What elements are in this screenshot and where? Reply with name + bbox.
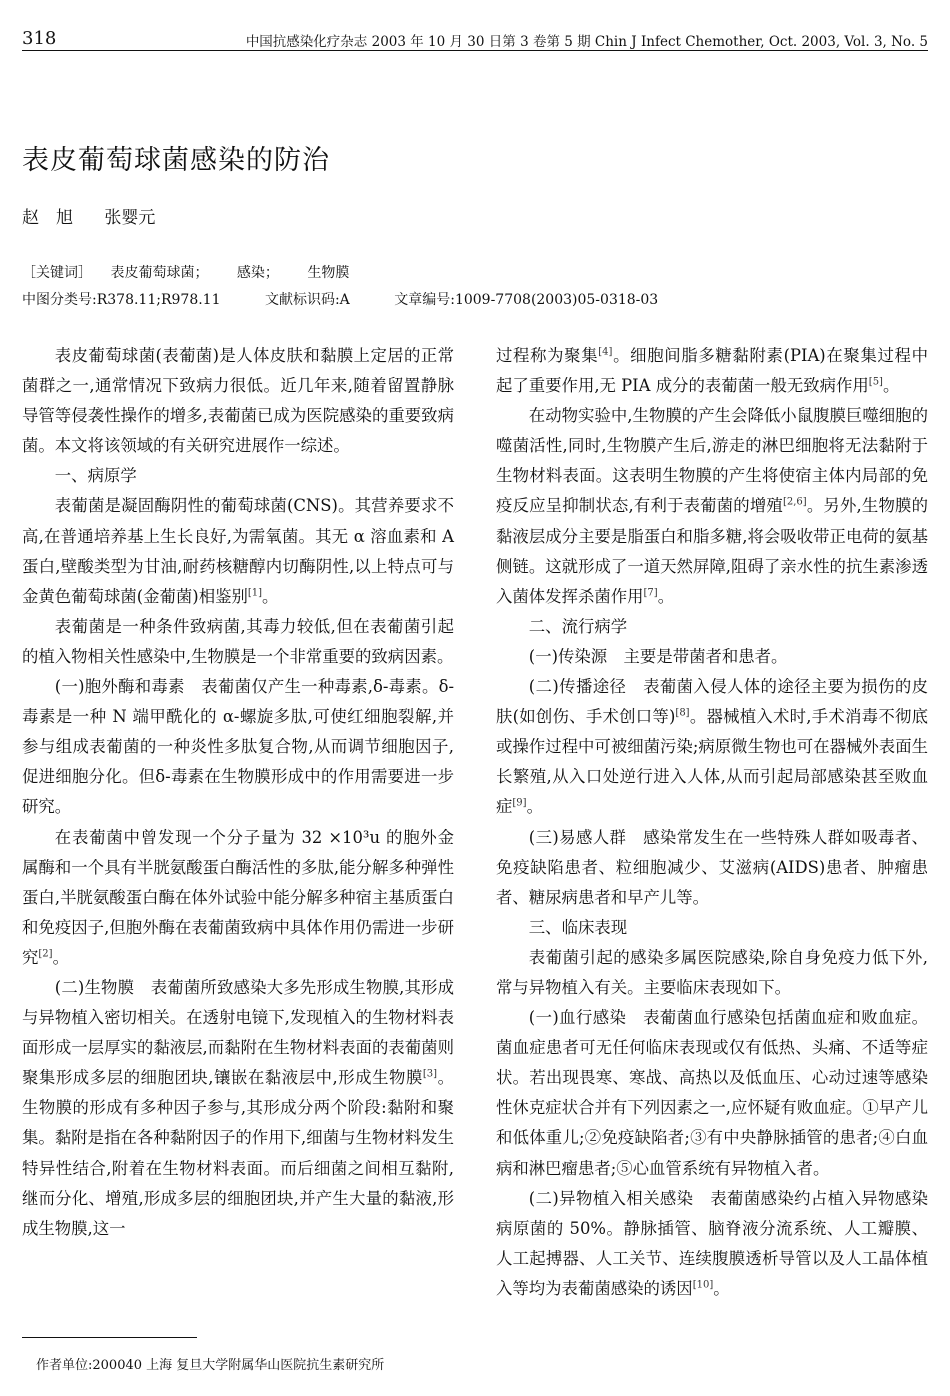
author-affiliation: 作者单位:200040 上海 复旦大学附属华山医院抗生素研究所 bbox=[36, 1358, 385, 1373]
paragraph: (二)异物植入相关感染 表葡菌感染约占植入异物感染病原菌的 50%。静脉插管、脑脊液分流系统、人工瓣膜、人工起搏器、人工关节、连续腹膜透析导管以及人工晶体植入等均为表葡菌感染的诱因[10]。 bbox=[496, 1188, 928, 1298]
keyword: 表皮葡萄球菌； bbox=[110, 265, 209, 281]
citation-ref: [1] bbox=[247, 587, 263, 599]
paragraph: (一)血行感染 表葡菌血行感染包括菌血症和败血症。菌血症患者可无任何临床表现或仅有低热、头痛、不适等症状。若出现畏寒、寒战、高热以及低血压、心动过速等感染性休克症状合并有下列因素之一,应怀疑有败血症。①早产儿和低体重儿;②免疫缺陷者;③有中央静脉插管的患者;④白血病和淋巴瘤患者;⑤心血管系统有异物植入者。 bbox=[496, 1008, 928, 1178]
paragraph: 表葡菌引起的感染多属医院感染,除自身免疫力低下外,常与异物植入有关。主要临床表现如下。 bbox=[496, 947, 928, 997]
author-name: 张婴元 bbox=[104, 208, 156, 228]
citation-ref: [8] bbox=[675, 707, 690, 719]
paragraph: 在动物实验中,生物膜的产生会降低小鼠腹膜巨噬细胞的噬菌活性,同时,生物膜产生后,游走的淋巴细胞将无法黏附于生物材料表面。这表明生物膜的产生将使宿主体内局部的免疫反应呈抑制状态,有利于表葡菌的增殖[2,6]。另外,生物膜的黏液层成分主要是脂蛋白和脂多糖,将会吸收带正电荷的氨基侧链。这就形成了一道天然屏障,阻碍了亲水性的抗生素渗透入菌体发挥杀菌作用[7]。 bbox=[496, 406, 928, 606]
header-rule bbox=[22, 50, 928, 51]
citation-ref: [5] bbox=[868, 376, 883, 388]
keyword: 感染； bbox=[236, 265, 279, 281]
paragraph: 表葡菌是凝固酶阴性的葡萄球菌(CNS)。其营养要求不高,在普通培养基上生长良好,为需氧菌。其无 α 溶血素和 A 蛋白,壁酸类型为甘油,耐药核糖醇内切酶阴性,以上特点可与金黄色葡萄球菌(金葡菌)相鉴别[1]。 bbox=[22, 496, 454, 606]
keywords-line bbox=[22, 262, 359, 282]
paragraph: 过程称为聚集[4]。细胞间脂多糖黏附素(PIA)在聚集过程中起了重要作用,无 PIA 成分的表葡菌一般无致病作用[5]。 bbox=[496, 346, 928, 396]
journal-citation: 中国抗感染化疗杂志 2003 年 10 月 30 日第 3 卷第 5 期 Chin J Infect Chemother, Oct. 2003, Vol. 3, No. 5 bbox=[245, 34, 928, 50]
citation-ref: [10] bbox=[692, 1279, 714, 1291]
classification-line bbox=[22, 289, 698, 309]
section-heading: 一、病原学 bbox=[54, 466, 137, 486]
page-number: 318 bbox=[22, 28, 57, 49]
article-title: 表皮葡萄球菌感染的防治 bbox=[22, 145, 330, 176]
author-name: 赵 旭 bbox=[22, 208, 73, 228]
document-code: 文献标识码:A bbox=[264, 292, 350, 308]
keywords-label: ［关键词］ bbox=[22, 265, 92, 281]
running-head bbox=[22, 28, 928, 52]
paragraph: (二)生物膜 表葡菌所致感染大多先形成生物膜,其形成与异物植入密切相关。在透射电镜下,发现植入的生物材料表面形成一层厚实的黏液层,而黏附在生物材料表面的表葡菌则聚集形成多层的细胞团块,镶嵌在黏液层中,形成生物膜[3]。生物膜的形成有多种因子参与,其形成分两个阶段:黏附和聚集。黏附是指在各种黏附因子的作用下,细菌与生物材料发生特异性结合,附着在生物材料表面。而后细菌之间相互黏附,继而分化、增殖,形成多层的细胞团块,并产生大量的黏液,形成生物膜,这一 bbox=[22, 977, 455, 1238]
article-number: 文章编号:1009-7708(2003)05-0318-03 bbox=[394, 292, 659, 308]
citation-ref: [2,6] bbox=[782, 497, 807, 508]
citation-ref: [4] bbox=[598, 346, 613, 358]
footnote-rule bbox=[22, 1337, 197, 1338]
paragraph: (一)传染源 主要是带菌者和患者。 bbox=[528, 646, 788, 666]
paragraph: (一)胞外酶和毒素 表葡菌仅产生一种毒素,δ-毒素。δ-毒素是一种 N 端甲酰化的 α-螺旋多肽,可使红细胞裂解,并参与组成表葡菌的一种炎性多肽复合物,从而调节细胞因子,促进细胞分化。但δ-毒素在生物膜形成中的作用需要进一步研究。 bbox=[22, 677, 454, 817]
section-heading: 二、流行病学 bbox=[528, 616, 628, 636]
section-heading: 三、临床表现 bbox=[528, 917, 628, 937]
citation-ref: [9] bbox=[512, 797, 527, 809]
paragraph: 表皮葡萄球菌(表葡菌)是人体皮肤和黏膜上定居的正常菌群之一,通常情况下致病力很低。近几年来,随着留置静脉导管等侵袭性操作的增多,表葡菌已成为医院感染的重要致病菌。本文将该领域的有关研究进展作一综述。 bbox=[22, 346, 454, 456]
citation-ref: [2] bbox=[38, 948, 53, 960]
body-column-right bbox=[496, 341, 928, 1304]
keyword: 生物膜 bbox=[307, 265, 350, 281]
citation-ref: [7] bbox=[643, 587, 658, 599]
class-number: 中图分类号:R378.11;R978.11 bbox=[22, 292, 221, 308]
paragraph: 在表葡菌中曾发现一个分子量为 32 ×10³u 的胞外金属酶和一个具有半胱氨酸蛋白酶活性的多肽,能分解多种弹性蛋白,半胱氨酸蛋白酶在体外试验中能分解多种宿主基质蛋白和免疫因子,但胞外酶在表葡菌致病中具体作用仍需进一步研究[2]。 bbox=[22, 827, 454, 967]
citation-ref: [3] bbox=[422, 1068, 438, 1080]
paragraph: 表葡菌是一种条件致病菌,其毒力较低,但在表葡菌引起的植入物相关性感染中,生物膜是一个非常重要的致病因素。 bbox=[22, 616, 454, 666]
paragraph: (二)传播途径 表葡菌入侵人体的途径主要为损伤的皮肤(如创伤、手术创口等)[8]。器械植入术时,手术消毒不彻底或操作过程中可被细菌污染;病原微生物也可在器械外表面生长繁殖,从入口处逆行进入人体,从而引起局部感染甚至败血症[9]。 bbox=[496, 677, 928, 817]
paragraph: (三)易感人群 感染常发生在一些特殊人群如吸毒者、免疫缺陷患者、粒细胞减少、艾滋病(AIDS)患者、肿瘤患者、糖尿病患者和早产儿等。 bbox=[496, 827, 928, 907]
authors bbox=[22, 203, 181, 228]
body-column-left bbox=[22, 341, 454, 1244]
